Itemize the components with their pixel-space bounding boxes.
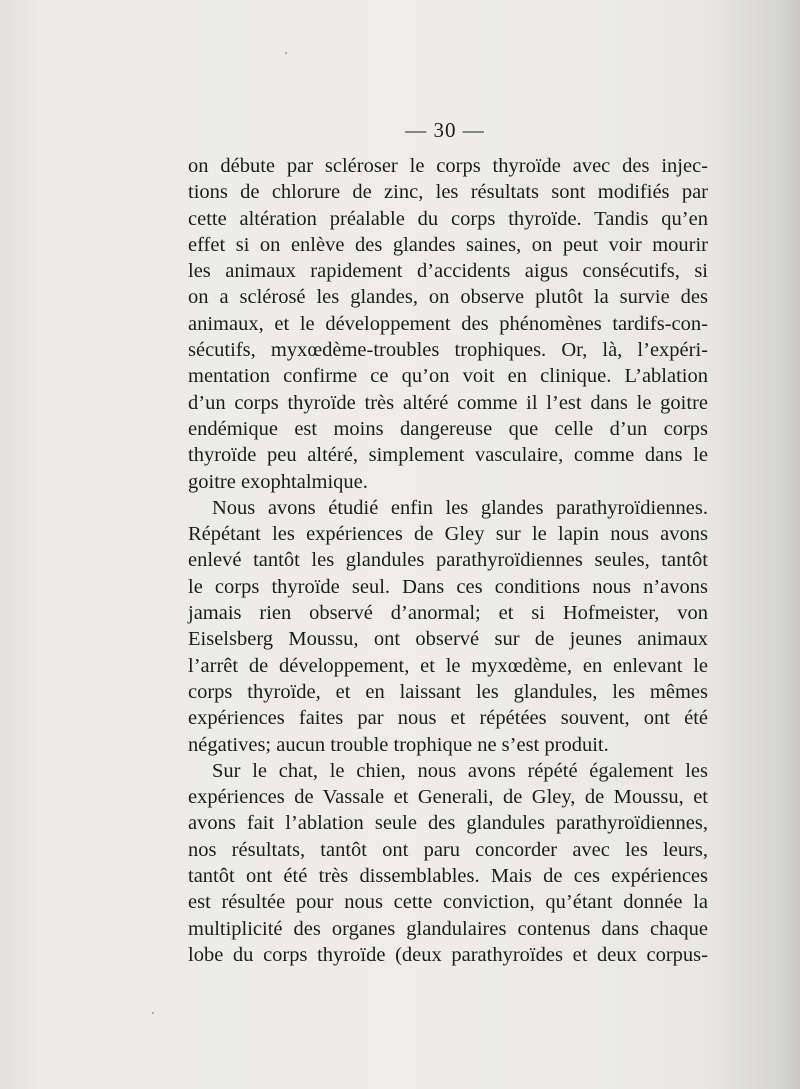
text-line: Eiselsberg Moussu, ont observé sur de jeunes animaux [188,628,708,651]
paper-speck [152,1012,154,1014]
text-line: tantôt ont été très dissemblables. Mais de ces expériences [188,865,708,888]
text-line: expériences de Vassale et Generali, de Gley, de Moussu, et [188,786,708,809]
text-line: les animaux rapidement d’accidents aigus consécutifs, si [188,260,708,283]
text-line: avons fait l’ablation seule des glandules parathyroïdiennes, [188,812,708,835]
text-line: Sur le chat, le chien, nous avons répété également les [212,759,708,782]
text-line: animaux, et le développement des phénomènes tardifs-con- [188,312,708,335]
text-line: l’arrêt de développement, et le myxœdème, en enlevant le [188,654,708,677]
text-line: le corps thyroïde seul. Dans ces conditions nous n’avons [188,575,708,598]
text-line: jamais rien observé d’anormal; et si Hofmeister, von [188,602,708,625]
text-line: cette altération préalable du corps thyroïde. Tandis qu’en [188,207,708,230]
text-line: est résultée pour nous cette conviction, qu’étant donnée la [188,891,708,914]
page-number: — 30 — [405,118,485,142]
text-line: endémique est moins dangereuse que celle d’un corps [188,417,708,440]
text-line: d’un corps thyroïde très altéré comme il l’est dans le goitre [188,391,708,414]
text-line: Nous avons étudié enfin les glandes parathyroïdiennes. [212,496,708,519]
text-line: goitre exophtalmique. [188,470,368,493]
text-line: expériences faites par nous et répétées souvent, ont été [188,707,708,730]
text-line: multiplicité des organes glandulaires contenus dans chaque [188,917,708,940]
text-line: sécutifs, myxœdème-troubles trophiques. Or, là, l’expéri- [188,339,708,362]
text-line: Répétant les expériences de Gley sur le lapin nous avons [188,523,708,546]
text-line: enlevé tantôt les glandules parathyroïdiennes seules, tantôt [188,549,708,572]
text-line: on a sclérosé les glandes, on observe plutôt la survie des [188,286,708,309]
paper-speck [285,52,287,54]
text-line: négatives; aucun trouble trophique ne s’est produit. [188,733,609,756]
text-line: mentation confirme ce qu’on voit en clinique. L’ablation [188,365,708,388]
text-line: tions de chlorure de zinc, les résultats sont modifiés par [188,181,708,204]
body-text [188,153,708,968]
text-line: on débute par scléroser le corps thyroïde avec des injec- [188,155,708,177]
text-line: corps thyroïde, et en laissant les glandules, les mêmes [188,680,708,703]
text-line: thyroïde peu altéré, simplement vasculaire, comme dans le [188,444,708,467]
text-line: nos résultats, tantôt ont paru concorder avec les leurs, [188,838,708,861]
text-line: effet si on enlève des glandes saines, on peut voir mourir [188,233,708,256]
text-line: lobe du corps thyroïde (deux parathyroïdes et deux corpus- [188,943,708,966]
